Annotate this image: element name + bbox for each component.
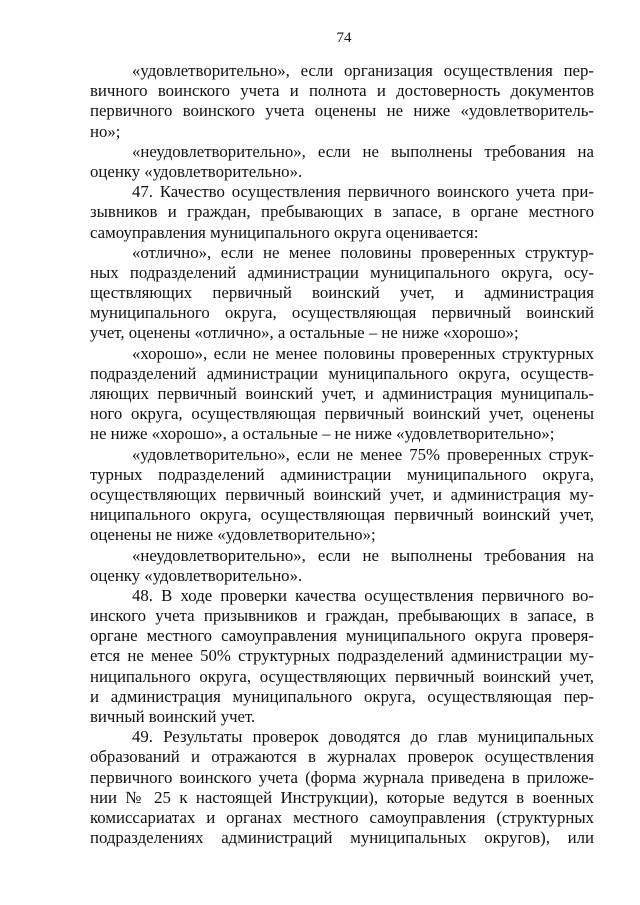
- text-line: вичного воинского учета и полнота и достоверность документов: [90, 81, 594, 101]
- text-line: зывников и граждан, пребывающих в запасе, в органе местного: [90, 202, 594, 222]
- body-text: [90, 61, 594, 848]
- text-line: ниципального округа, осуществляющих первичный воинский учет,: [90, 666, 594, 686]
- text-line: вичный воинский учет.: [90, 707, 256, 726]
- text-line: не ниже «хорошо», а остальные – не ниже «удовлетворительно»;: [90, 424, 555, 444]
- page-number: 74: [336, 30, 352, 46]
- text-line: органе местного самоуправления муниципального округа проверя-: [90, 626, 594, 646]
- text-line: ного округа, осуществляющая первичный воинский учет, оценены: [90, 404, 594, 424]
- text-line: ется не менее 50% структурных подразделений администрации му-: [90, 646, 594, 666]
- text-line: осуществляющих первичный воинский учет, и администрация му-: [90, 484, 594, 504]
- text-line: турных подразделений администрации муниципального округа,: [90, 464, 594, 484]
- text-line: подразделений администрации муниципального округа, осуществ-: [90, 363, 594, 383]
- text-line: «удовлетворительно», если не менее 75% проверенных струк-: [132, 444, 594, 464]
- text-line: учет, оценены «отлично», а остальные – не ниже «хорошо»;: [90, 323, 519, 343]
- text-line: 49. Результаты проверок доводятся до глав муниципальных: [132, 727, 594, 747]
- text-line: комиссариатах и органах местного самоуправления (структурных: [90, 807, 594, 827]
- text-line: первичного воинского учета (форма журнала приведена в приложе-: [90, 767, 594, 787]
- text-line: муниципального округа, осуществляющая первичный воинский: [90, 303, 594, 323]
- text-line: «хорошо», если не менее половины проверенных структурных: [132, 343, 594, 363]
- text-line: «удовлетворительно», если организация осуществления пер-: [132, 61, 594, 80]
- text-line: образований и отражаются в журналах проверок осуществления: [90, 747, 594, 767]
- text-line: но»;: [90, 121, 121, 141]
- text-line: первичного воинского учета оценены не ниже «удовлетворитель-: [90, 101, 594, 121]
- text-line: «отлично», если не менее половины проверенных структур-: [132, 242, 594, 262]
- text-line: «неудовлетворительно», если не выполнены требования на: [132, 545, 594, 565]
- text-line: подразделениях администраций муниципальных округов), или: [90, 828, 594, 848]
- text-line: ниципального округа, осуществляющая первичный воинский учет,: [90, 505, 594, 525]
- text-line: ных подразделений администрации муниципального округа, осу-: [90, 262, 594, 282]
- text-line: самоуправления муниципального округа оценивается:: [90, 222, 479, 242]
- text-line: инского учета призывников и граждан, пребывающих в запасе, в: [90, 606, 594, 626]
- text-line: ляющих первичный воинский учет, и администрация муниципаль-: [90, 384, 594, 403]
- text-line: оценку «удовлетворительно».: [90, 161, 303, 181]
- text-line: 48. В ходе проверки качества осуществления первичного во-: [132, 585, 594, 605]
- text-line: 47. Качество осуществления первичного воинского учета при-: [132, 182, 594, 202]
- text-line: «неудовлетворительно», если не выполнены требования на: [132, 141, 594, 161]
- text-line: оценены не ниже «удовлетворительно»;: [90, 525, 376, 545]
- text-line: нии № 25 к настоящей Инструкции), которые ведутся в военных: [90, 787, 594, 807]
- text-line: ществляющих первичный воинский учет, и администрация: [90, 283, 594, 303]
- text-line: и администрация муниципального округа, осуществляющая пер-: [90, 686, 594, 706]
- text-line: оценку «удовлетворительно».: [90, 565, 303, 585]
